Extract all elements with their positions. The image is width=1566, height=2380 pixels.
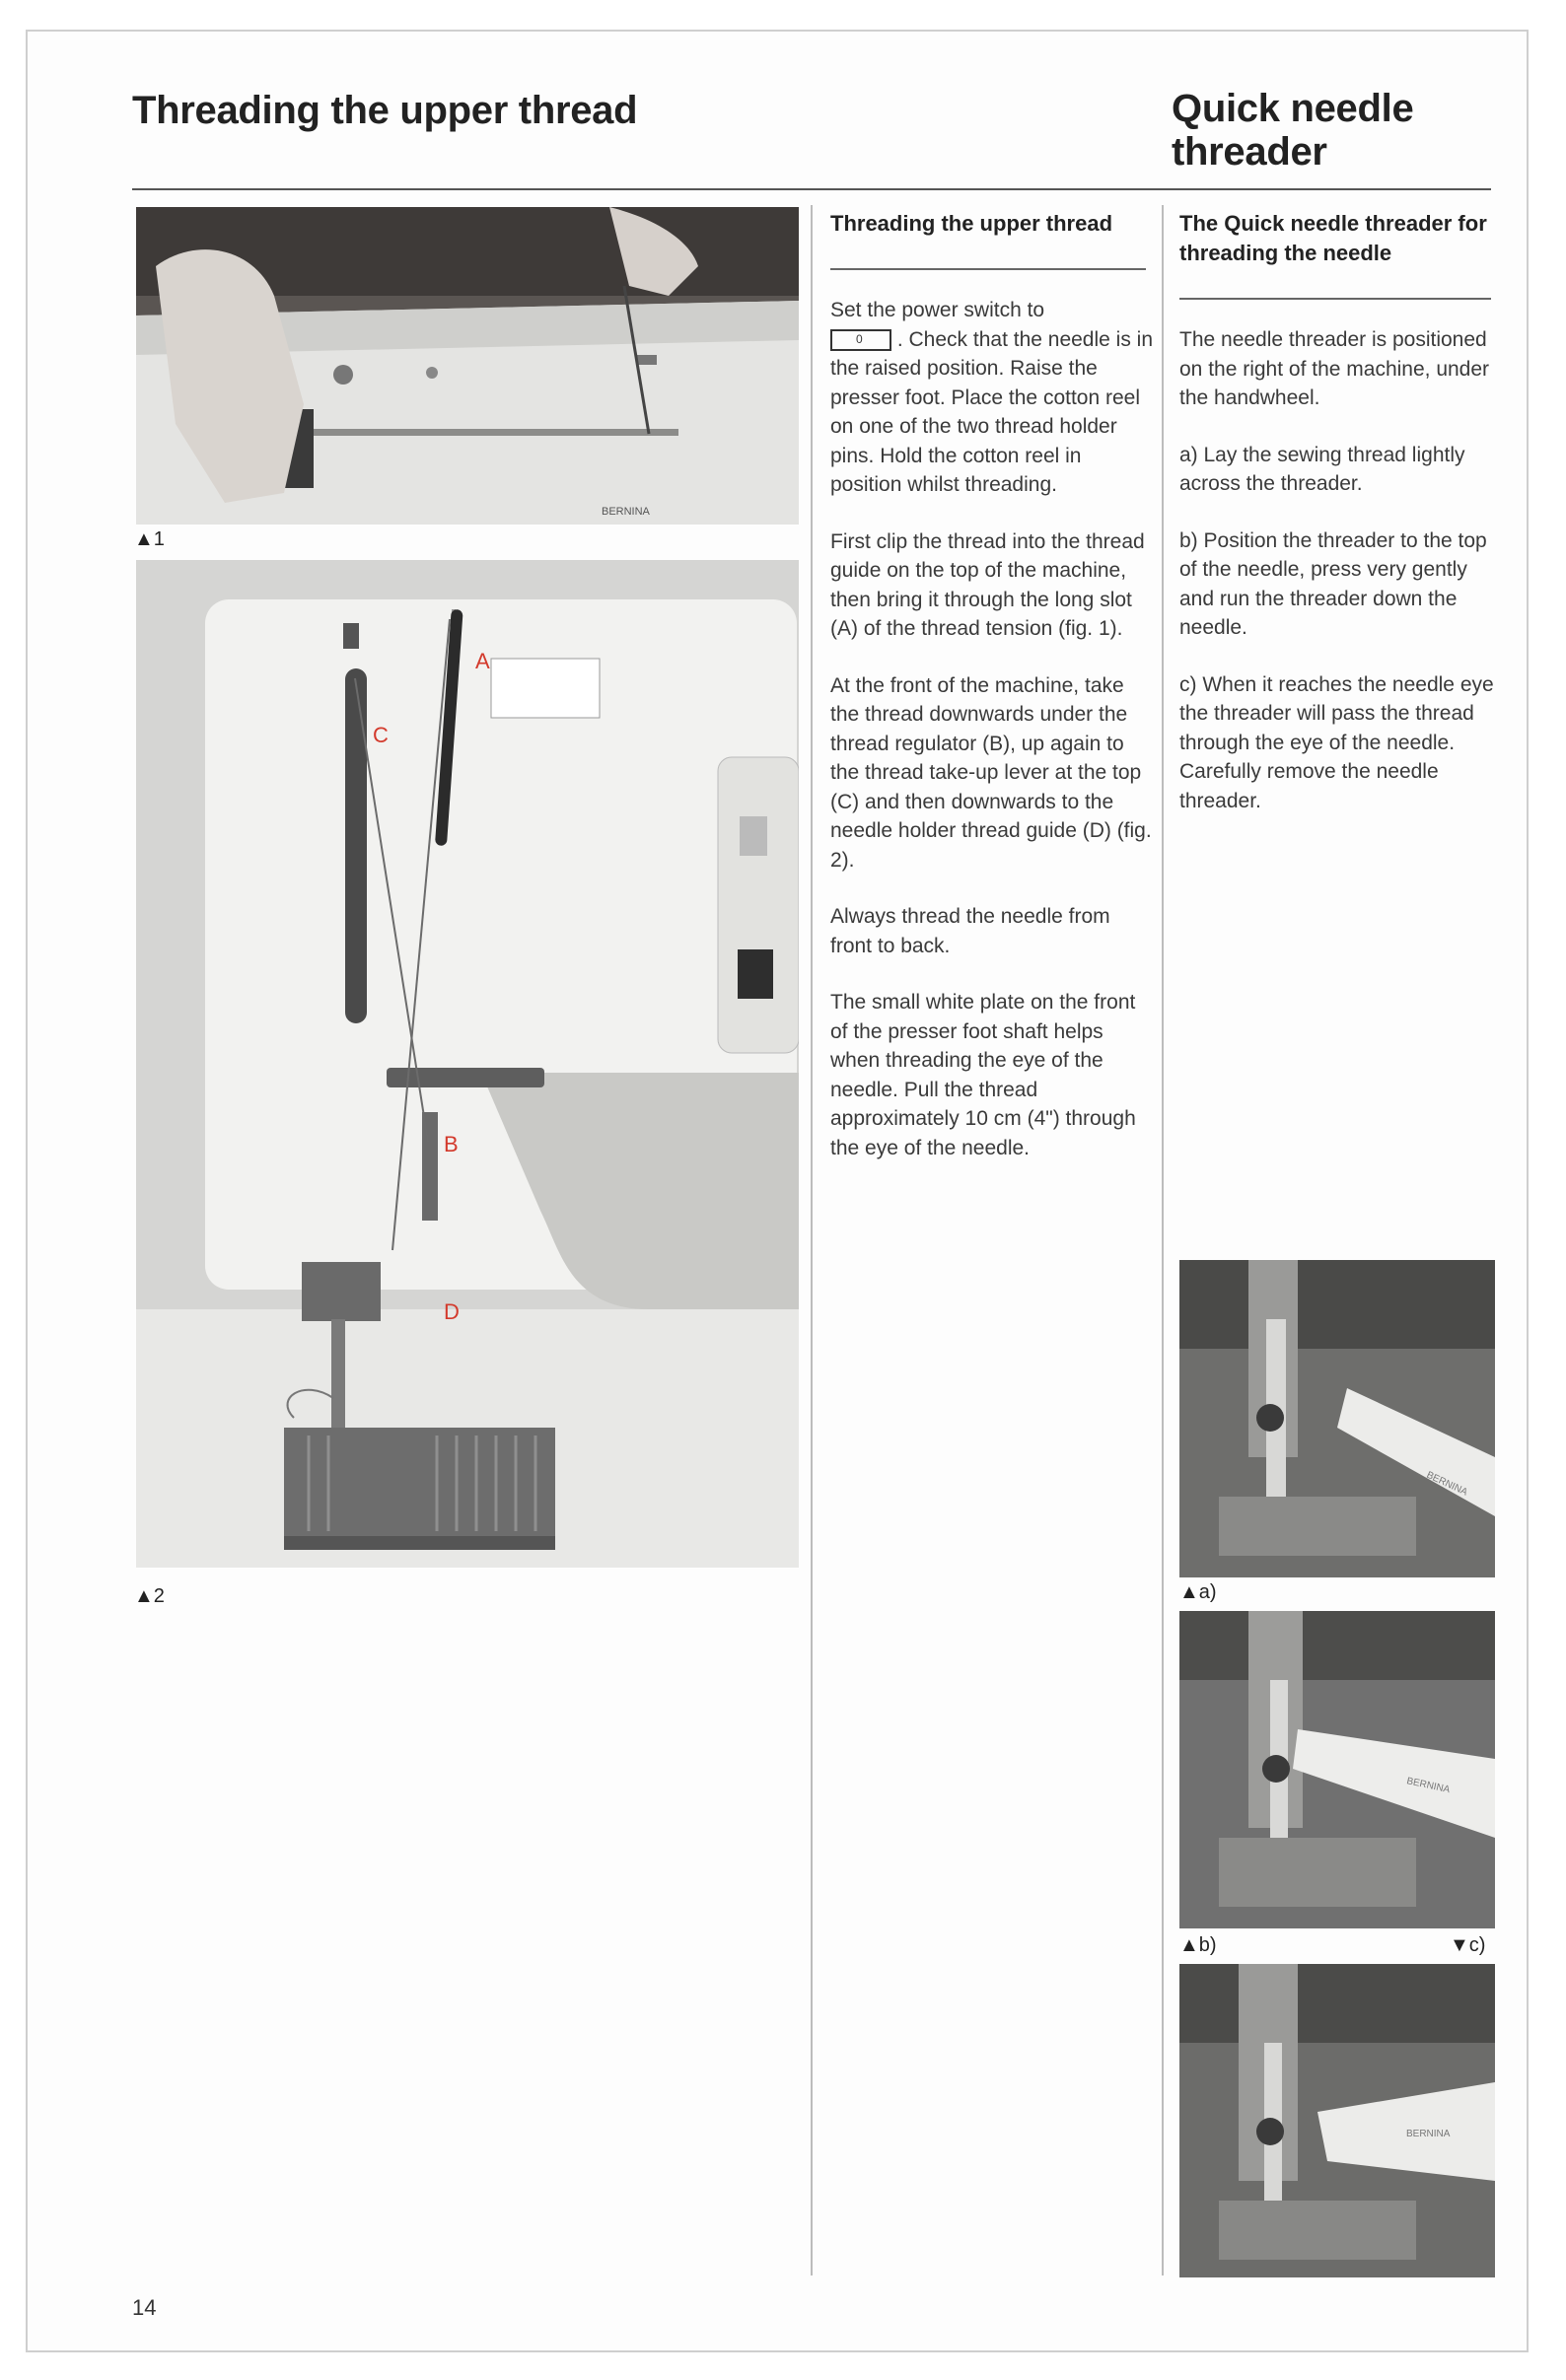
figure-2-label-c: C [373, 723, 389, 747]
middle-paragraph-1 [830, 296, 1156, 500]
figure-2-caption: ▲2 [134, 1585, 165, 1607]
threader-photo-c [1179, 1964, 1495, 2277]
right-paragraph-4: c) When it reaches the needle eye the threader will pass the thread through the eye of the needle. Carefully remove the needle threader. [1179, 672, 1494, 812]
middle-paragraph-1a: Set the power switch to [830, 299, 1045, 321]
figure-2-label-a: A [475, 649, 490, 673]
page-number: 14 [132, 2295, 157, 2320]
right-paragraph-1: The needle threader is positioned on the right of the machine, under the handwheel. [1179, 328, 1490, 409]
figure-2-label-b: B [444, 1132, 459, 1156]
right-paragraph-2: a) Lay the sewing thread lightly across the threader. [1179, 443, 1465, 495]
figure-2-photo [136, 560, 799, 1568]
middle-paragraph-3: At the front of the machine, take the thread downwards under the thread regulator (B), up again to the thread take-up lever at the top (C) and then downwards to the needle holder thread guide (D) (fig. 2). [830, 673, 1152, 872]
header-rule [132, 188, 1491, 190]
threader-photo-c-brand: BERNINA [1406, 2129, 1451, 2139]
page-title-left: Threading the upper thread [132, 89, 638, 132]
right-title-rule [1179, 298, 1491, 300]
middle-paragraph-5: The small white plate on the front of the presser foot shaft helps when threading the eye of the needle. Pull the thread approximately 10 cm (4") through the eye of the needle. [830, 991, 1136, 1159]
threader-caption-a: ▲a) [1179, 1581, 1217, 1603]
right-column-title: The Quick needle threader for threading the needle [1179, 211, 1487, 265]
page-title-right: Quick needle threader [1172, 87, 1414, 174]
right-column-text [1179, 325, 1497, 843]
threader-photo-a-brand: BERNINA [1424, 1469, 1469, 1499]
threader-photo-b-brand: BERNINA [1405, 1776, 1452, 1796]
figure-2-label-d: D [444, 1299, 460, 1324]
figure-1-caption: ▲1 [134, 528, 165, 550]
figure-1-photo [136, 207, 799, 525]
power-switch-symbol [830, 329, 891, 351]
middle-paragraph-1b: . Check that the needle is in the raised position. Raise the presser foot. Place the cotton reel on one of the two thread holder pins. Hold the cotton reel in position whilst threading. [830, 327, 1154, 496]
middle-title-rule [830, 268, 1146, 270]
middle-column-text [830, 296, 1156, 1190]
power-switch-symbol-label: 0 [856, 331, 863, 346]
middle-paragraph-2: First clip the thread into the thread guide on the top of the machine, then bring it through the long slot (A) of the thread tension (fig. 1). [830, 529, 1145, 640]
column-divider-2 [1162, 205, 1164, 2275]
figure-1-brand: BERNINA [602, 506, 650, 518]
threader-photo-a [1179, 1260, 1495, 1577]
threader-caption-b: ▲b) [1179, 1934, 1217, 1956]
threader-caption-c: ▼c) [1450, 1934, 1486, 1956]
threader-photo-b [1179, 1611, 1495, 1928]
right-paragraph-3: b) Position the threader to the top of the needle, press very gently and run the threader down the needle. [1179, 528, 1487, 639]
middle-column-title: Threading the upper thread [830, 211, 1113, 236]
middle-paragraph-4: Always thread the needle from front to back. [830, 905, 1110, 957]
column-divider-1 [811, 205, 813, 2275]
